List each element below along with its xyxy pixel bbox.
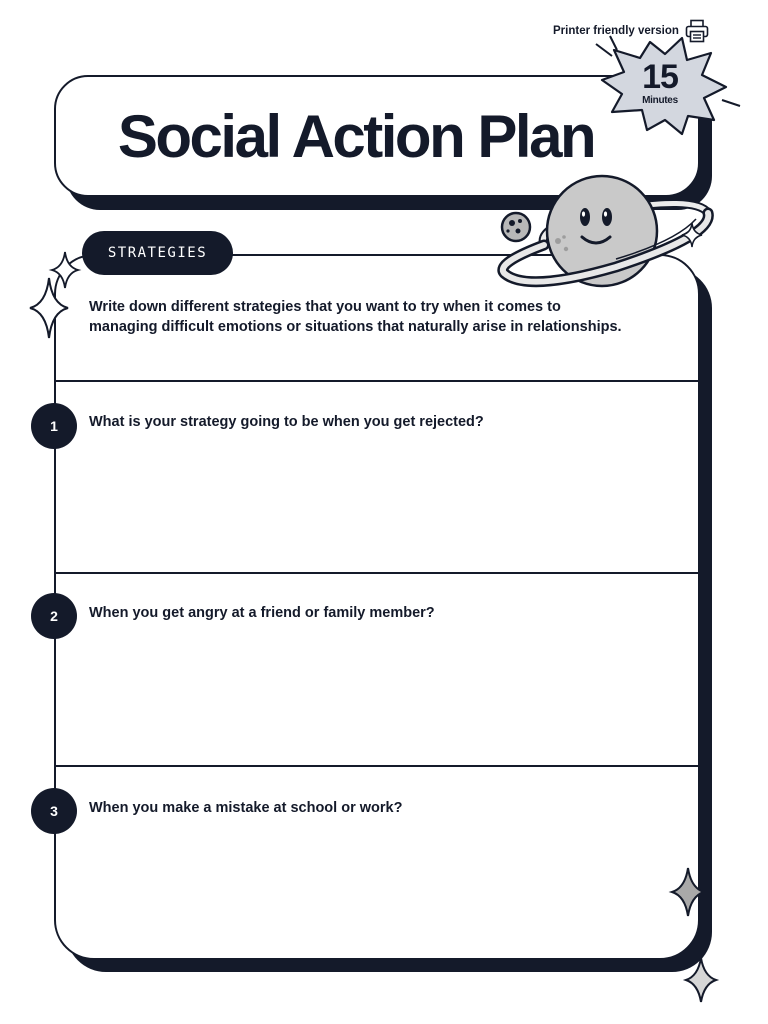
divider bbox=[55, 380, 699, 382]
section-label-pill: STRATEGIES bbox=[82, 231, 233, 275]
sparkle-icon bbox=[670, 866, 706, 918]
section-intro bbox=[89, 297, 689, 337]
printer-link-label: Printer friendly version bbox=[553, 25, 679, 37]
intro-line-1: Write down different strategies that you want to try when it comes to bbox=[89, 299, 561, 315]
planet-illustration bbox=[496, 175, 716, 295]
intro-line-2: managing difficult emotions or situations that naturally arise in relationships. bbox=[89, 319, 622, 335]
sparkle-icon bbox=[684, 956, 718, 1004]
question-number-badge: 3 bbox=[31, 788, 77, 834]
badge-value: 15 bbox=[642, 58, 678, 96]
answer-2-field[interactable] bbox=[89, 633, 673, 761]
answer-3-field[interactable] bbox=[89, 828, 673, 942]
badge-unit: Minutes bbox=[642, 95, 678, 106]
question-3-text: When you make a mistake at school or work? bbox=[89, 800, 403, 816]
question-number-badge: 1 bbox=[31, 403, 77, 449]
answer-1-field[interactable] bbox=[89, 442, 673, 568]
question-1-text: What is your strategy going to be when you get rejected? bbox=[89, 414, 484, 430]
divider bbox=[55, 572, 699, 574]
divider bbox=[55, 765, 699, 767]
page-title: Social Action Plan bbox=[117, 102, 595, 170]
question-2-text: When you get angry at a friend or family member? bbox=[89, 605, 435, 621]
question-number-badge: 2 bbox=[31, 593, 77, 639]
sparkle-icon bbox=[28, 276, 70, 340]
